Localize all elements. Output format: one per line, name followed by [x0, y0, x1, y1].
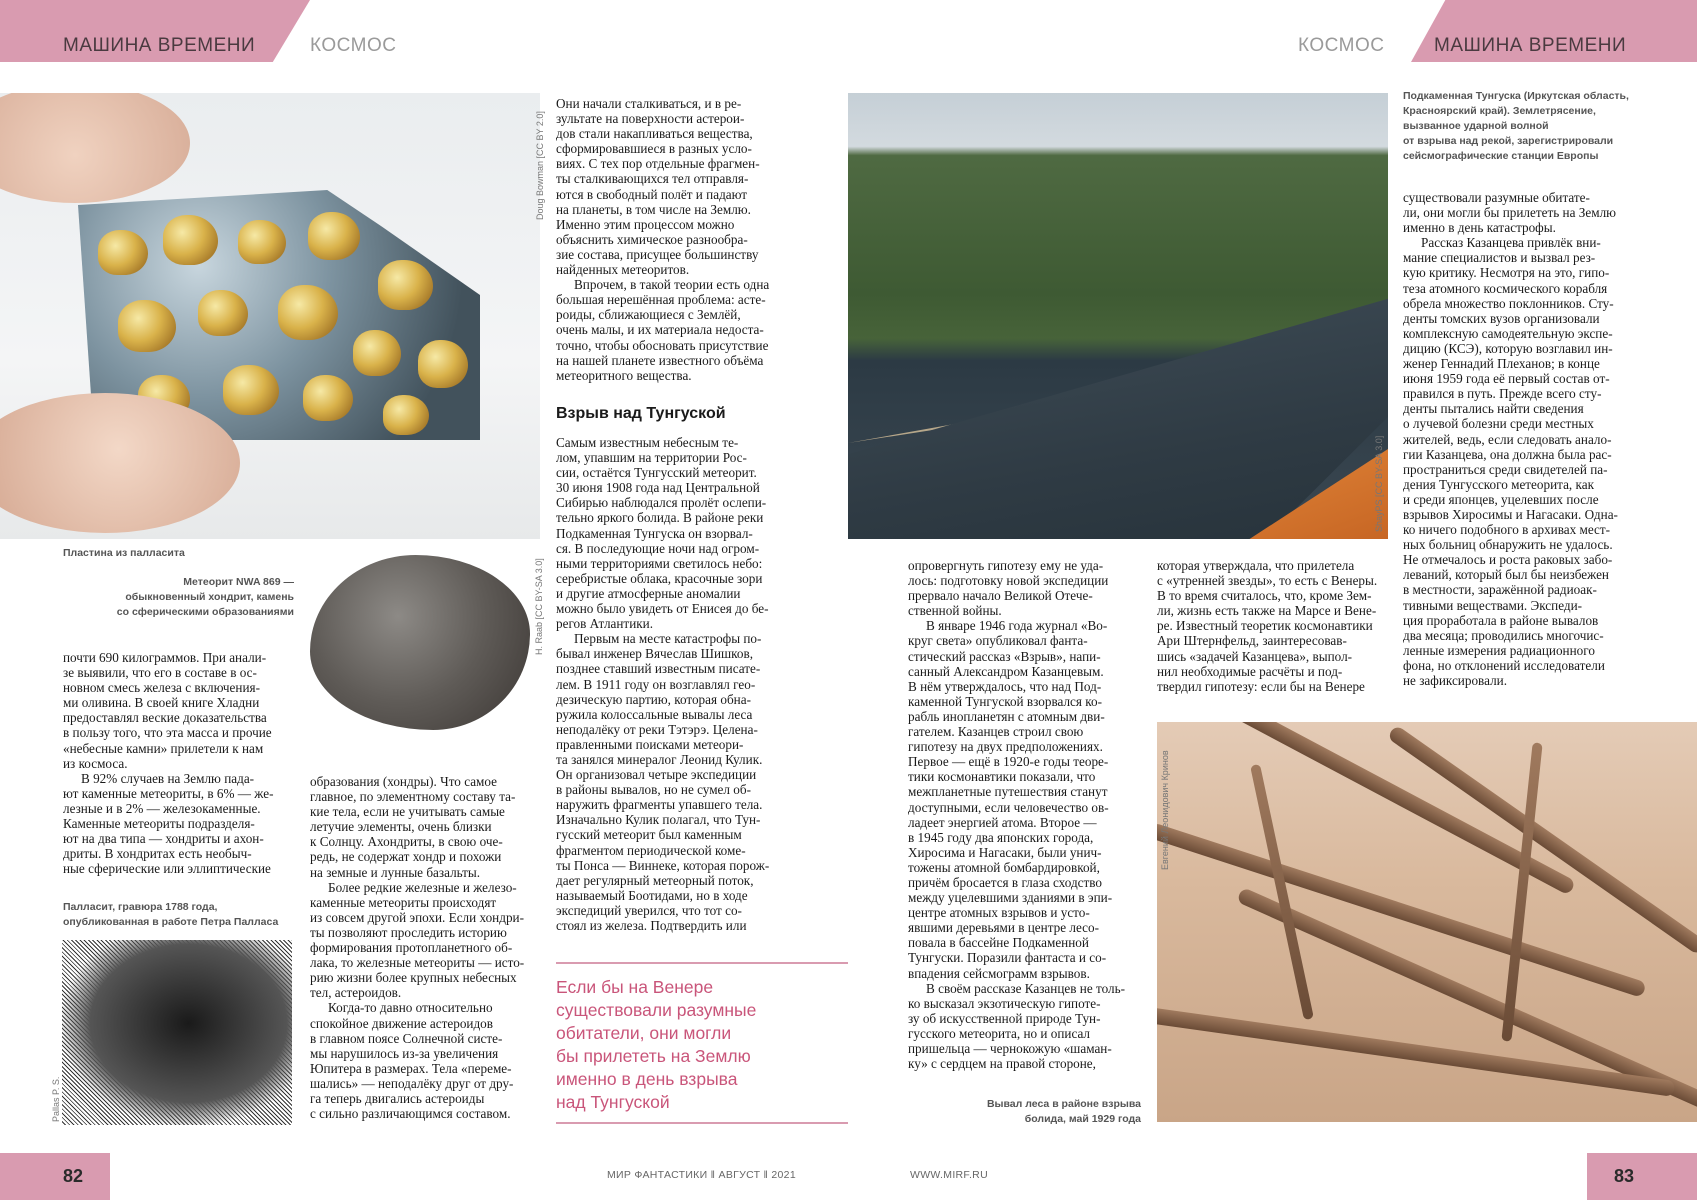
- meteorite-photo: [310, 555, 535, 735]
- subheading: Взрыв над Тунгуской: [556, 405, 726, 422]
- quote-rule-top: [556, 962, 848, 964]
- text-column-2: образования (хондры). Что самое главное, по элементному составу та- кие тела, если не учитывать самые летучие элементы, очень близки к Солнцу. Ахондриты, в свою оче- редь, не содержат хондр и похожи на земные и лунные базальты. Более редкие железные и железо- каменные метеориты происходят из совсем другой эпохи. Если хондри- ты позволяют проследить историю формирования протопланетного об- лака, то железные метеориты — исто- рию жизни более крупных небесных тел, астероидов. Когда-то давно относительно спокойное движение астероидов в главном поясе Солнечной систе- мы нарушилось из-за увеличения Юпитера в размерах. Тела «переме- шались» — неподалёку друг от дру- га теперь двигались астероиды с сильно различающимся составом.: [310, 774, 525, 1122]
- meteorite-rock: [310, 555, 530, 730]
- text-column-1: почти 690 килограммов. При анали- зе выявили, что его в составе в ос- новном смесь железа с включения- ми оливина. В своей книге Хладни предоставлял веские доказательства в пользу того, что эта масса и прочие «небесные камни» прилетели к нам из космоса. В 92% случаев на Землю пада- ют каменные метеориты, в 6% — же- лезные и в 2% — железокаменные. Каменные метеориты подразделя- ют на два типа — хондриты и ахон- дриты. В хондритах есть необыч- ные сферические или эллиптические: [63, 650, 274, 877]
- credit-pallasite: Doug Bowman [CC BY 2.0]: [535, 111, 545, 220]
- rubric-right: КОСМОС: [1298, 35, 1385, 56]
- text-column-5: которая утверждала, что прилетела с «утренней звезды», то есть с Венеры. В то время считалось, что, кроме Зем- ли, жизнь есть также на Марсе и Вене- ре. Известный теоретик космонавтики Ари Штернфельд, заинтересовав- шись «задачей Казанцева», выпол- нил необходимые расчёты и под- твердил гипотезу: если бы на Венере: [1157, 558, 1378, 694]
- text-column-4: опровергнуть гипотезу ему не уда- лось: подготовку новой экспедиции прервало начало Великой Отече- ственной войны. В январе 1946 года журнал «Во- круг света» опубликовал фанта- стический рассказ «Взрыв», напи- санный Александром Казанцевым. В нём утверждалось, что над Под- каменной Тунгуской взорвался ко- рабль инопланетян с атомным дви- гателем. Казанцев строил свою гипотезу на двух предположениях. Первое — ещё в 1920-е годы теоре- тики космонавтики показали, что межпланетные путешествия станут доступными, если человечество ов- ладеет энергией атома. Второе — в 1945 году два японских города, Хиросима и Нагасаки, были унич- тожены атомной бомбардировкой, причём бросается в глаза сходство между уцелевшими зданиями в эпи- центре атомных взрывов и усто- явшими деревьями в центре лесо- повала в бассейне Подкаменной Тунгуски. Поразили фантаста и со- впадения сейсмограмм взрывов. В своём рассказе Казанцев не толь- ко высказал экзотическую гипоте- зу об искусственной природе Тун- гусского метеорита, но и описал пришельца — чернокожую «шаман- ку» с сердцем на правой стороне,: [908, 558, 1125, 1072]
- caption-forest: Вывал леса в районе взрыва болида, май 1929 года: [986, 1098, 1141, 1125]
- credit-forest: Евгений Леонидович Кринов: [1160, 750, 1170, 870]
- caption-engraving: Палласит, гравюра 1788 года, опубликованная в работе Петра Палласа: [63, 901, 279, 928]
- rubric-left: КОСМОС: [310, 35, 397, 56]
- page-number-right: 83: [1614, 1166, 1635, 1186]
- text-column-3a: Они начали сталкиваться, и в ре- зультате на поверхности астерои- дов стали накапливаться вещества, сформировавшиеся в разных усло- виях. С тех пор отдельные фрагмен- ты сталкивающихся тел отправля- ются в свободный полёт и падают на планеты, в том числе на Землю. Именно этим процессом можно объяснить химическое разнообра- зие состава, присущее большинству найденных метеоритов. Впрочем, в такой теории есть одна большая нерешённая проблема: асте- роиды, сближающиеся с Землёй, очень малы, и их материала недоста- точно, чтобы обосновать присутствие на нашей планете известного объёма метеоритного вещества.: [556, 96, 770, 383]
- engraving-stone: [62, 940, 292, 1125]
- credit-meteorite: H. Raab [CC BY-SA 3.0]: [534, 558, 544, 655]
- page-number-left: 82: [63, 1166, 84, 1186]
- finger-top: [0, 93, 190, 203]
- caption-tunguska: Подкаменная Тунгуска (Иркутская область, Красноярский край). Землетрясение, вызванное ударной волной от взрыва над рекой, зарегистрировали сейсмографические станции Европы: [1403, 90, 1629, 162]
- quote-rule-bottom: [556, 1122, 848, 1124]
- caption-nwa869: Метеорит NWA 869 — обыкновенный хондрит, камень со сферическими образованиями: [116, 576, 294, 618]
- text-column-6: существовали разумные обитате- ли, они могли бы прилететь на Землю именно в день катастрофы. Рассказ Казанцева привлёк вни- мание специалистов и вызвал рез- кую критику. Несмотря на это, гипо- теза атомного космического корабля обрела множество поклонников. Сту- денты томских вузов организовали комплексную самодеятельную экспе- дицию (КСЭ), которую возглавил ин- женер Геннадий Плеханов; в конце июня 1959 года её первый состав от- правился в путь. Прежде всего сту- денты пытались найти сведения о лучевой болезни среди местных жителей, ведь, если следовать анало- гии Казанцева, она должна была рас- пространиться среди свидетелей па- дения Тунгусского метеорита, как и среди японцев, уцелевших после взрывов Хиросимы и Нагасаки. Одна- ко ничего подобного в архивах мест- ных больниц обнаружить не удалось. Не отмечалось и роста раковых забо- леваний, который был бы неизбежен в местности, заражённой радиоак- тивными веществами. Экспеди- ция проработала в районе вывалов два месяца; проводились многочис- ленные измерения радиационного фона, но отклонений исследователи не зафиксировали.: [1403, 190, 1618, 688]
- credit-engraving: Pallas P. S.: [51, 1076, 61, 1122]
- tunguska-river-photo: [848, 93, 1388, 539]
- footer-block-right: [1587, 1153, 1697, 1200]
- footer-site: WWW.MIRF.RU: [910, 1169, 988, 1181]
- pallasite-photo: [0, 93, 540, 539]
- pull-quote: Если бы на Венере существовали разумные обитатели, они могли бы прилететь на Землю именно в день взрыва над Тунгуской: [556, 977, 757, 1112]
- caption-pallasite: Пластина из палласита: [63, 547, 185, 559]
- credit-river: ShayPS [CC BY-SA 3.0]: [1374, 435, 1384, 532]
- footer-magazine: МИР ФАНТАСТИКИ ‖ АВГУСТ ‖ 2021: [607, 1169, 796, 1181]
- footer-block-left: [0, 1153, 110, 1200]
- forest-fall-photo: [1157, 722, 1697, 1122]
- section-title-right: МАШИНА ВРЕМЕНИ: [1434, 35, 1627, 56]
- section-title-left: МАШИНА ВРЕМЕНИ: [63, 35, 256, 56]
- text-column-3b: Самым известным небесным те- лом, упавшим на территории Рос- сии, остаётся Тунгусский метеорит. 30 июня 1908 года над Центральной Сибирью наблюдался пролёт ослепи- тельно яркого болида. В районе реки Подкаменная Тунгуска он взорвал- ся. В последующие ночи над огром- ными территориями светилось небо: серебристые облака, красочные зори и другие атмосферные аномалии можно было увидеть от Енисея до бе- регов Атлантики. Первым на месте катастрофы по- бывал инженер Вячеслав Шишков, позднее ставший известным писате- лем. В 1911 году он возглавлял гео- дезическую партию, которая обна- ружила колоссальные вывалы леса неподалёку от реки Тэтэрэ. Целена- правленными поисками метеори- та занялся минералог Леонид Кулик. Он организовал четыре экспедиции в районы вывалов, но не сумел об- наружить фрагменты упавшего тела. Изначально Кулик полагал, что Тун- гусский метеорит был каменным фрагментом периодической коме- ты Понса — Виннеке, которая порож- дает регулярный метеорный поток, называемый Боотидами, но в ходе экспедиций уверился, что тот со- стоял из железа. Подтвердить или: [556, 435, 770, 933]
